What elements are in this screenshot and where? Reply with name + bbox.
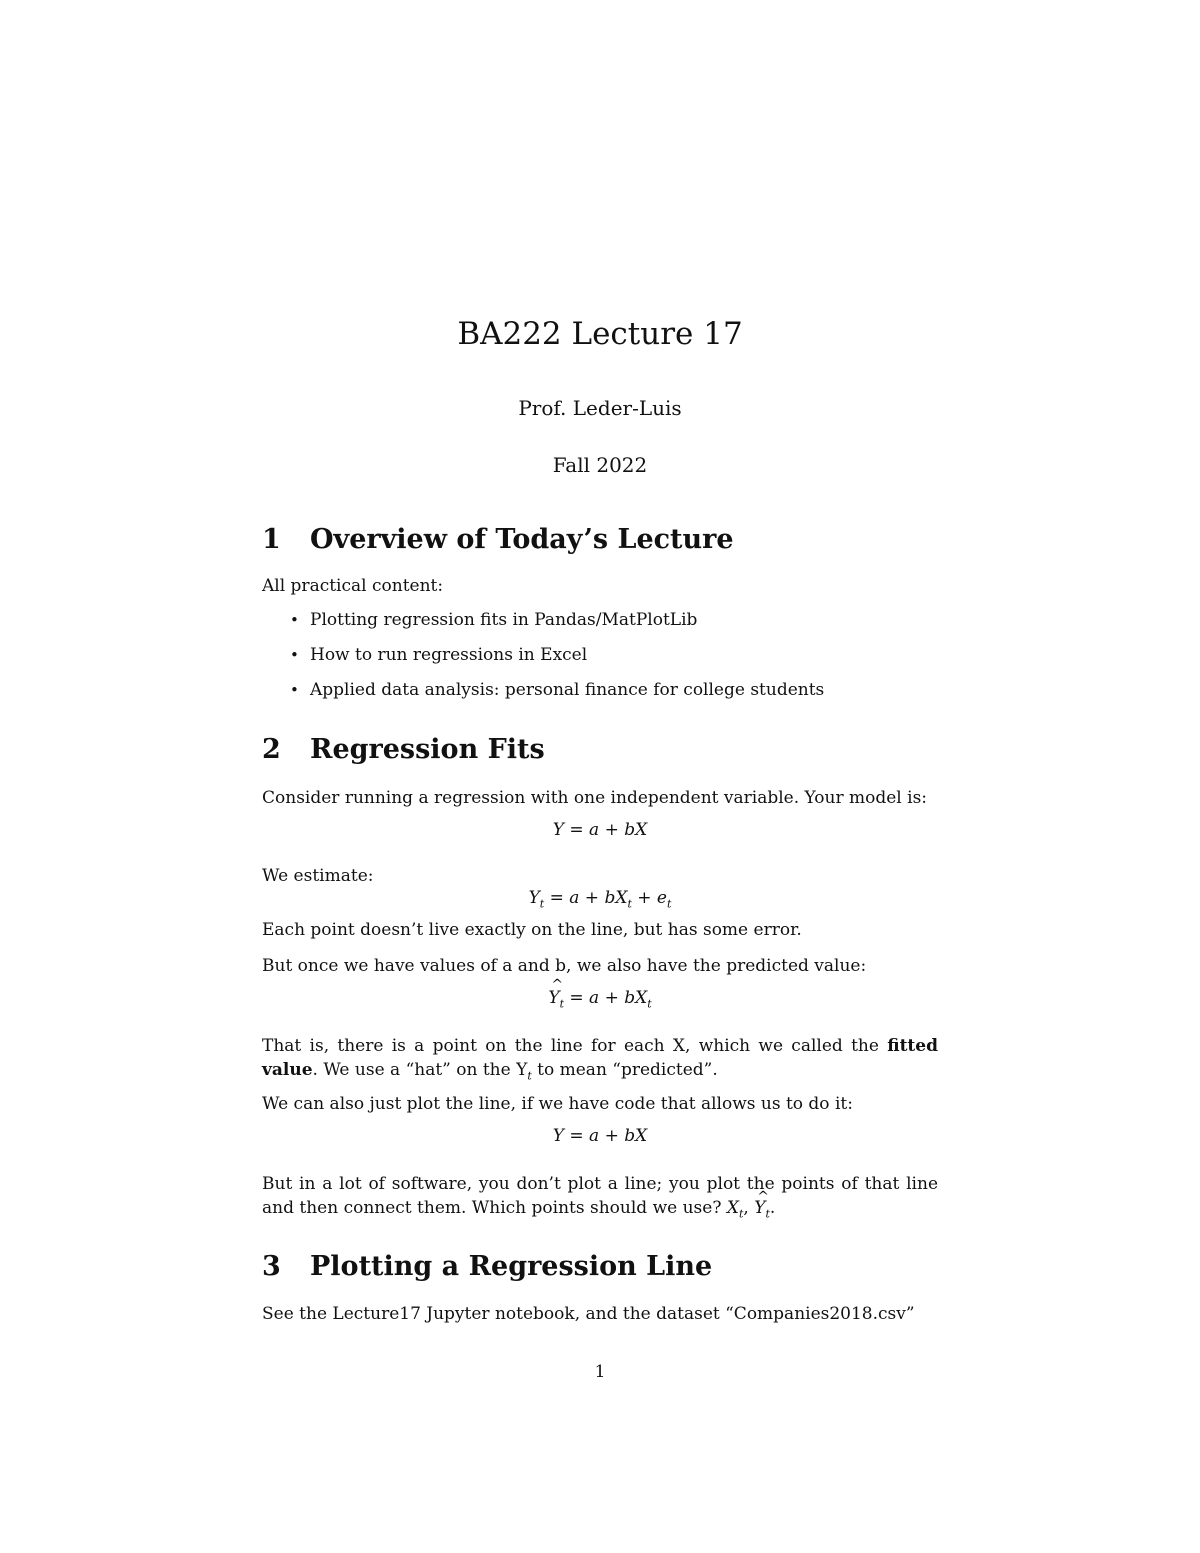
paragraph: Each point doesn’t live exactly on the line, but has some error. [262,920,802,940]
bullet-icon: • [290,681,299,699]
section-number: 1 [262,524,281,555]
section-title: Overview of Today’s Lecture [310,524,734,555]
equation-line: Y = a + bX [552,1126,648,1146]
paragraph-fitted-value: That is, there is a point on the line for each X, which we called the fitted value. We use a “hat” on the $Y_t$ to mean “predicted”. [262,1036,938,1083]
bullet-item: • Applied data analysis: personal finance for college students [290,680,825,700]
bullet-icon: • [290,611,299,629]
equation-estimate: $Y_t = a + bX_t + e_t$ [528,888,672,911]
section-number: 2 [262,734,281,765]
paragraph: See the Lecture17 Jupyter notebook, and the dataset “Companies2018.csv” [262,1304,915,1324]
paragraph: We estimate: [262,866,374,886]
equation-model: Y = a + bX [552,820,648,840]
page-number: 1 [594,1362,606,1382]
bullet-icon: • [290,646,299,664]
paragraph: Consider running a regression with one independent variable. Your model is: [262,788,928,808]
paragraph: But once we have values of a and b, we also have the predicted value: [262,956,867,976]
bullet-item: • Plotting regression fits in Pandas/MatPlotLib [290,610,698,630]
section-1-intro: All practical content: [262,576,444,596]
document-title: BA222 Lecture 17 [457,316,743,352]
bullet-item: • How to run regressions in Excel [290,645,588,665]
paragraph-points: But in a lot of software, you don’t plot a line; you plot the points of that line and then connect them. Which points should we use? $X_t$, ^ $Y_t$. [262,1172,938,1226]
section-3-heading [262,1251,712,1282]
date: Fall 2022 [552,453,648,477]
section-2-heading [262,734,545,765]
section-number: 3 [262,1251,281,1282]
paragraph: We can also just plot the line, if we have code that allows us to do it: [262,1094,853,1114]
section-1-heading [262,524,734,555]
author: Prof. Leder-Luis [518,396,682,420]
equation-predicted: ^ $Y_t = a + bX_t$ [0,988,1200,1010]
section-title: Regression Fits [310,734,545,765]
section-title: Plotting a Regression Line [310,1251,713,1282]
